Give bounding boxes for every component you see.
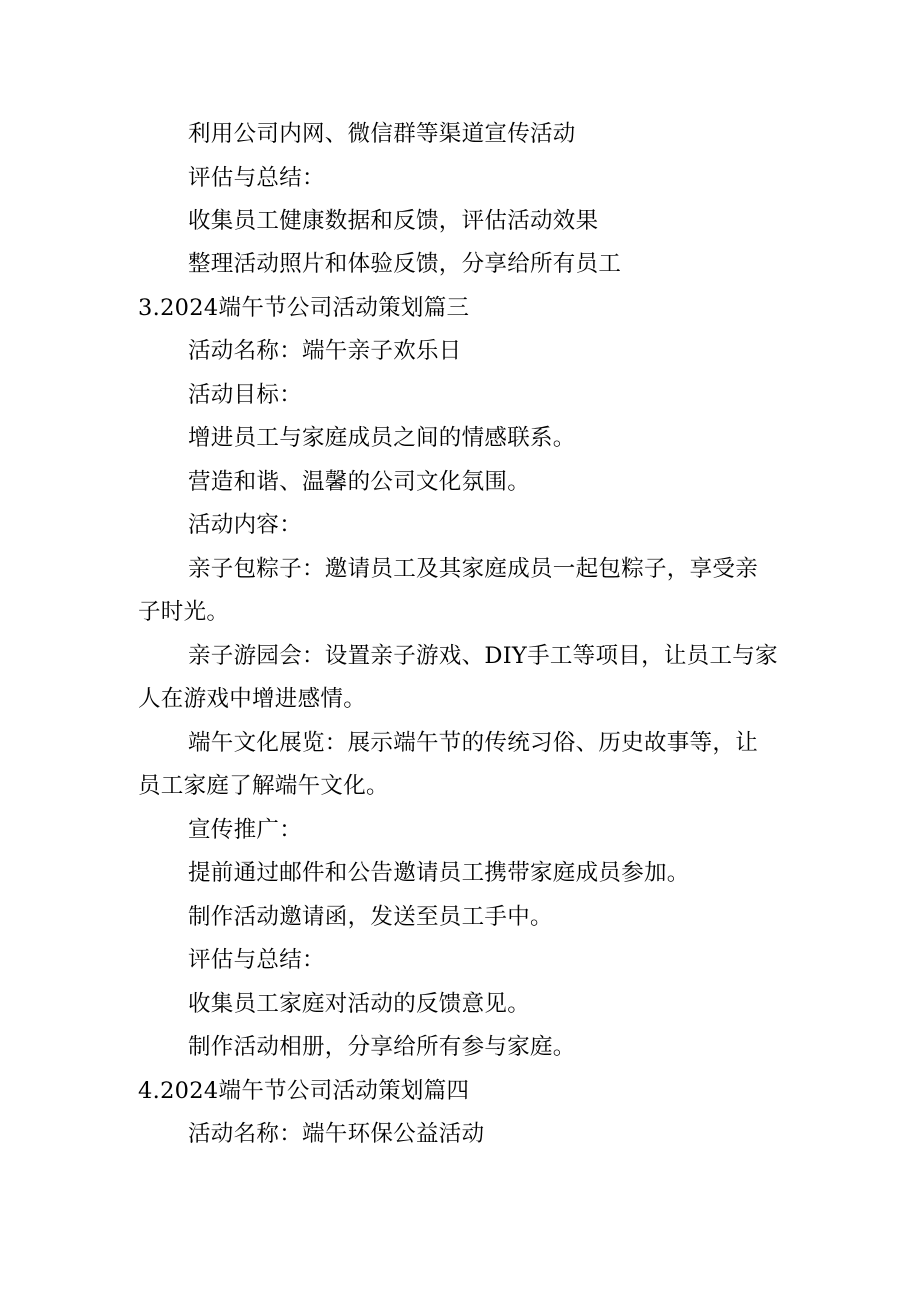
paragraph-line: 利用公司内网、微信群等渠道宣传活动 [188, 121, 576, 147]
paragraph-line: 提前通过邮件和公告邀请员工携带家庭成员参加。 [188, 860, 690, 886]
section-heading: 活动内容： [188, 512, 303, 538]
paragraph-line: 增进员工与家庭成员之间的情感联系。 [188, 425, 576, 451]
paragraph-line: 亲子包粽子：邀请员工及其家庭成员一起包粽子，享受亲 [188, 556, 759, 582]
paragraph-line: 端午文化展览：展示端午节的传统习俗、历史故事等，让 [188, 730, 759, 756]
section-heading: 评估与总结： [188, 165, 325, 191]
paragraph-line: 亲子游园会：设置亲子游戏、DIY手工等项目，让员工与家 [188, 643, 778, 669]
paragraph-line: 营造和谐、温馨的公司文化氛围。 [188, 469, 531, 495]
section-heading: 评估与总结： [188, 947, 325, 973]
paragraph-line: 活动名称：端午环保公益活动 [188, 1121, 485, 1147]
section-heading: 活动目标： [188, 382, 303, 408]
paragraph-line-continued: 人在游戏中增进感情。 [138, 686, 367, 712]
paragraph-line: 收集员工健康数据和反馈，评估活动效果 [188, 208, 599, 234]
paragraph-line: 活动名称：端午亲子欢乐日 [188, 338, 462, 364]
chapter-heading: 4.2024端午节公司活动策划篇四 [138, 1078, 470, 1104]
paragraph-line: 制作活动相册，分享给所有参与家庭。 [188, 1034, 576, 1060]
paragraph-line: 收集员工家庭对活动的反馈意见。 [188, 991, 531, 1017]
section-heading: 宣传推广： [188, 817, 303, 843]
chapter-heading: 3.2024端午节公司活动策划篇三 [138, 295, 470, 321]
paragraph-line-continued: 员工家庭了解端午文化。 [138, 773, 389, 799]
paragraph-line: 制作活动邀请函，发送至员工手中。 [188, 904, 553, 930]
paragraph-line: 整理活动照片和体验反馈，分享给所有员工 [188, 251, 622, 277]
paragraph-line-continued: 子时光。 [138, 599, 230, 625]
